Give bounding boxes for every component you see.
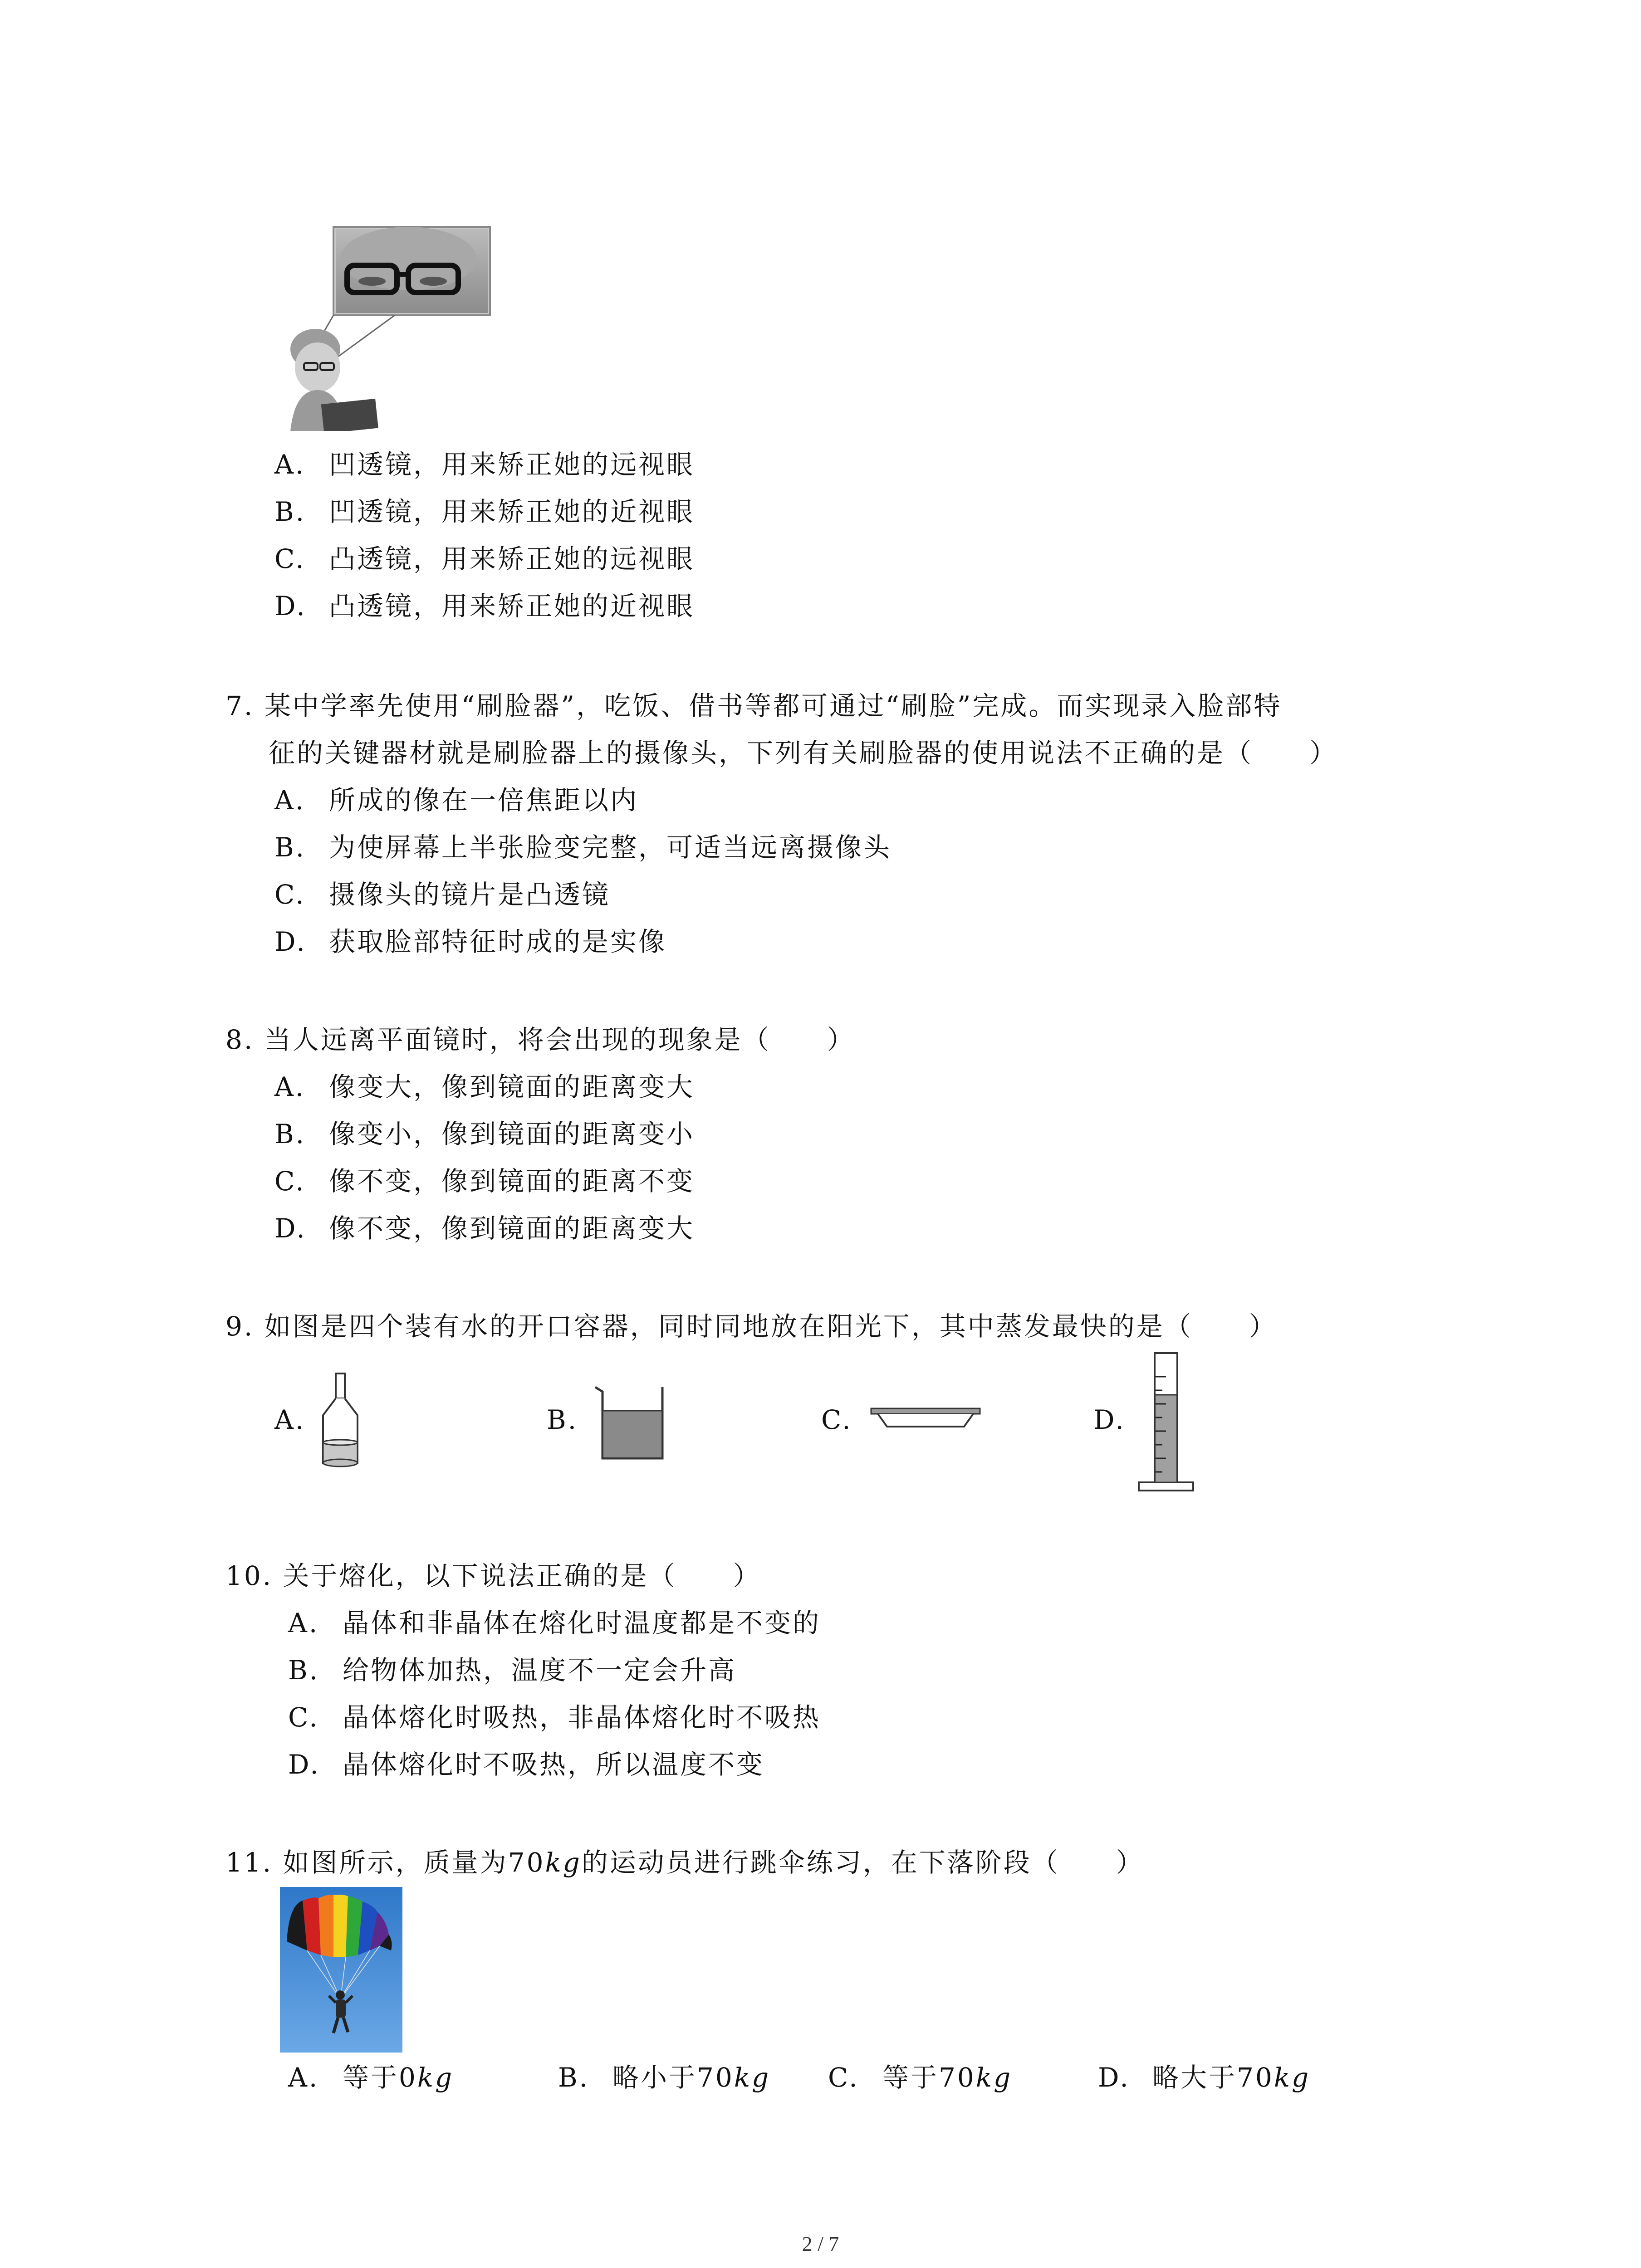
q6-option-b[interactable]: B. 凹透镜，用来矫正她的近视眼 <box>274 496 695 527</box>
q7-stem-line2: 征的关键器材就是刷脸器上的摄像头，下列有关刷脸器的使用说法不正确的是（ ） <box>269 738 1338 768</box>
q9-bottle-icon <box>318 1370 363 1470</box>
q11-option-a[interactable]: A. 等于0kg <box>288 2062 454 2093</box>
q9-option-b-label[interactable]: B. <box>547 1404 578 1435</box>
q10-option-c[interactable]: C. 晶体熔化时吸热，非晶体熔化时不吸热 <box>288 1702 821 1733</box>
q8-option-a[interactable]: A. 像变大，像到镜面的距离变大 <box>274 1071 695 1102</box>
q7-stem-line1: 7. 某中学率先使用“刷脸器”，吃饭、借书等都可通过“刷脸”完成。而实现录入脸部特 <box>225 690 1282 721</box>
q10-option-d[interactable]: D. 晶体熔化时不吸热，所以温度不变 <box>288 1749 765 1780</box>
q6-option-a[interactable]: A. 凹透镜，用来矫正她的远视眼 <box>274 449 695 480</box>
q9-beaker-icon <box>590 1379 671 1465</box>
q6-girl-glasses-figure <box>272 222 499 431</box>
q9-graduated-cylinder-icon <box>1134 1349 1198 1495</box>
q10-option-a[interactable]: A. 晶体和非晶体在熔化时温度都是不变的 <box>288 1608 821 1638</box>
q8-option-d[interactable]: D. 像不变，像到镜面的距离变大 <box>274 1213 695 1244</box>
q8-stem: 8. 当人远离平面镜时，将会出现的现象是（ ） <box>225 1024 855 1055</box>
q11-stem: 11. 如图所示，质量为70kg的运动员进行跳伞练习，在下落阶段（ ） <box>225 1847 1144 1878</box>
q6-option-d[interactable]: D. 凸透镜，用来矫正她的近视眼 <box>274 591 695 621</box>
q11-parachutist-photo <box>280 1887 402 2053</box>
q9-option-a-label[interactable]: A. <box>274 1404 306 1435</box>
q8-option-b[interactable]: B. 像变小，像到镜面的距离变小 <box>274 1119 695 1149</box>
q11-option-b[interactable]: B. 略小于70kg <box>558 2062 771 2093</box>
q10-stem: 10. 关于熔化，以下说法正确的是（ ） <box>225 1560 761 1591</box>
q11-option-c[interactable]: C. 等于70kg <box>828 2062 1013 2093</box>
q11-option-d[interactable]: D. 略大于70kg <box>1098 2062 1311 2093</box>
q7-option-b[interactable]: B. 为使屏幕上半张脸变完整，可适当远离摄像头 <box>274 832 892 863</box>
page-number: 2 / 7 <box>802 2232 839 2255</box>
q9-option-d-label[interactable]: D. <box>1093 1404 1126 1435</box>
q9-dish-icon <box>869 1404 982 1436</box>
q9-stem: 9. 如图是四个装有水的开口容器，同时同地放在阳光下，其中蒸发最快的是（ ） <box>225 1311 1277 1342</box>
q7-option-d[interactable]: D. 获取脸部特征时成的是实像 <box>274 926 667 957</box>
q7-option-c[interactable]: C. 摄像头的镜片是凸透镜 <box>274 879 611 910</box>
q9-option-c-label[interactable]: C. <box>821 1404 852 1435</box>
q6-option-c[interactable]: C. 凸透镜，用来矫正她的远视眼 <box>274 543 695 574</box>
q8-option-c[interactable]: C. 像不变，像到镜面的距离不变 <box>274 1166 695 1197</box>
q7-option-a[interactable]: A. 所成的像在一倍焦距以内 <box>274 785 639 816</box>
q10-option-b[interactable]: B. 给物体加热，温度不一定会升高 <box>288 1655 737 1686</box>
